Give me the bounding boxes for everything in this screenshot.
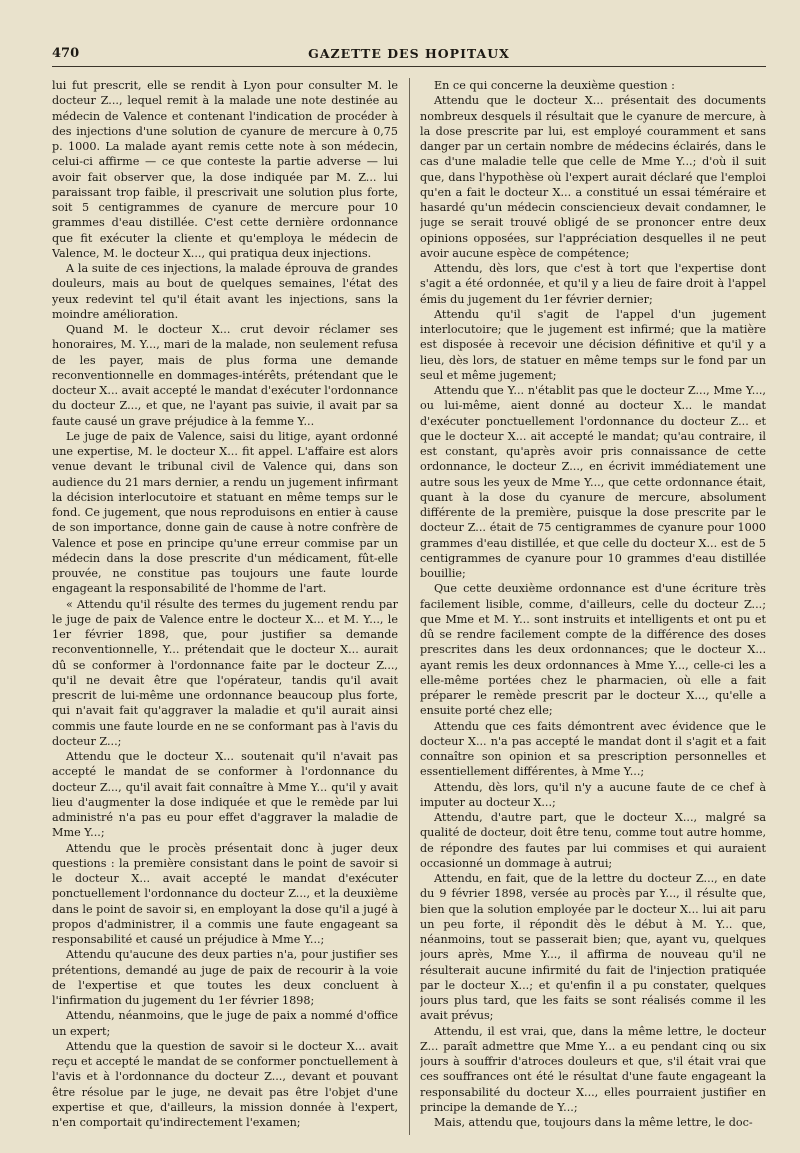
- paragraph: En ce qui concerne la deuxième question :: [434, 79, 675, 92]
- right-column: [420, 78, 766, 1135]
- paragraph: Attendu que ces faits démontrent avec évidence que le docteur X... n'a pas accepté le mandat dont il s'agit et a fait connaître son opinion et sa prescription personnelles et essentiellement différentes, à Mme Y...;: [420, 719, 766, 779]
- paragraph: Attendu qu'il s'agit de l'appel d'un jugement interlocutoire; que le jugement est infirmé; que la matière est disposée à recevoir une décision définitive et qu'il y a lieu, dès lors, de statuer en même temps sur le fond par un seul et même jugement;: [420, 307, 766, 382]
- paragraph: A la suite de ces injections, la malade éprouva de grandes douleurs, mais au bout de quelques semaines, l'état des yeux redevint tel qu'il était avant les injections, sans la moindre amélioration.: [52, 262, 398, 321]
- paragraph: Que cette deuxième ordonnance est d'une écriture très facilement lisible, comme, d'ailleurs, celle du docteur Z...; que Mme et M. Y... sont instruits et intelligents et ont pu et dû se rendre facilement compte de la différence des doses prescrites dans les deux ordonnances; que le docteur X... ayant remis les deux ordonnances à Mme Y..., celle-ci les a elle-même portées chez le pharmacien, où elle a fait préparer le remède prescrit par le docteur X..., qu'elle a ensuite porté chez elle;: [420, 582, 766, 718]
- paragraph: Attendu que la question de savoir si le docteur X... avait reçu et accepté le mandat de se conformer ponctuellement à l'avis et à l'ordonnance du docteur Z..., devant et pouvant être résolue par le juge, ne devait pas être l'objet d'une expertise et que, d'ailleurs, la mission donnée à l'expert, n'en comportait qu'indirectement l'examen;: [52, 1039, 398, 1129]
- paragraph: Attendu que Y... n'établit pas que le docteur Z..., Mme Y..., ou lui-même, aient donné au docteur X... le mandat d'exécuter ponctuellement l'ordonnance du docteur Z... et que le docteur X... ait accepté le mandat; qu'au contraire, il est constant, qu'après avoir pris connaissance de cette ordonnance, le docteur Z..., en écrivit immédiatement une autre sous les yeux de Mme Y..., que cette ordonnance était, quant à la dose du cyanure de mercure, absolument différente de la première, puisque la dose prescrite par le docteur Z... était de 75 centigrammes de cyanure pour 1000 grammes d'eau distillée, et que celle du docteur X... est de 5 centigrammes de cyanure pour 10 grammes d'eau distillée bouillie;: [420, 384, 766, 580]
- text-columns: [52, 78, 766, 1135]
- running-title: GAZETTE DES HOPITAUX: [308, 45, 510, 61]
- paragraph: Mais, attendu que, toujours dans la même lettre, le doc-: [434, 1116, 753, 1129]
- paragraph: lui fut prescrit, elle se rendit à Lyon pour consulter M. le docteur Z..., lequel remit à la malade une note destinée au médecin de Valence et contenant l'indication de procéder à des injections d'une solution de cyanure de mercure à 0,75 p. 1000. La malade ayant remis cette note à son médecin, celui-ci affirme — ce que conteste la partie adverse — lui avoir fait observer que, la dose indiquée par M. Z... lui paraissant trop faible, il prescrivait une solution plus forte, soit 5 centigrammes de cyanure de mercure pour 10 grammes d'eau distillée. C'est cette dernière ordonnance que fit exécuter la cliente et qu'employa le médecin de Valence, M. le docteur X..., qui pratiqua deux injections.: [52, 79, 398, 260]
- paragraph: Quand M. le docteur X... crut devoir réclamer ses honoraires, M. Y..., mari de la malade, non seulement refusa de les payer, mais de plus forma une demande reconventionnelle en dommages-intérêts, prétendant que le docteur X... avait accepté le mandat d'exécuter l'ordonnance du docteur Z..., et que, ne l'ayant pas suivie, il avait par sa faute causé un grave préjudice à la femme Y...: [52, 323, 398, 428]
- paragraph: Attendu, dès lors, que c'est à tort que l'expertise dont s'agit a été ordonnée, et qu'il y a lieu de faire droit à l'appel émis du jugement du 1er février dernier;: [420, 262, 766, 306]
- left-column: [52, 78, 398, 1135]
- paragraph: Attendu que le procès présentait donc à juger deux questions : la première consistant dans le point de savoir si le docteur X... avait accepté le mandat d'exécuter ponctuellement l'ordonnance du docteur Z..., et la deuxième dans le point de savoir si, en employant la dose qu'il a jugé à propos d'administrer, il a commis une faute engageant sa responsabilité et causé un préjudice à Mme Y...;: [52, 841, 398, 946]
- paragraph: Attendu que le docteur X... présentait des documents nombreux desquels il résultait que le cyanure de mercure, à la dose prescrite par lui, est employé couramment et sans danger par un certain nombre de médecins éclairés, dans le cas d'une maladie telle que celle de Mme Y...; d'où il suit que, dans l'hypothèse où l'expert aurait déclaré que l'emploi qu'en a fait le docteur X... a constitué un essai téméraire et hasardé qu'un médecin consciencieux devait condamner, le juge se serait trouvé obligé de se prononcer entre deux opinions opposées, sur l'appréciation desquelles il ne peut avoir aucune espèce de compétence;: [420, 94, 766, 260]
- paragraph: Attendu, d'autre part, que le docteur X..., malgré sa qualité de docteur, doit être tenu, comme tout autre homme, de répondre des fautes par lui commises et qui auraient occasionné un dommage à autrui;: [420, 811, 766, 870]
- paragraph: « Attendu qu'il résulte des termes du jugement rendu par le juge de paix de Valence entre le docteur X... et M. Y..., le 1er février 1898, que, pour justifier sa demande reconventionnelle, Y... prétendait que le docteur X... aurait dû se conformer à l'ordonnance faite par le docteur Z..., qu'il ne devait être que l'opérateur, tandis qu'il avait prescrit de lui-même une ordonnance beaucoup plus forte, qui n'avait fait qu'aggraver la maladie et qu'il aurait ainsi commis une faute lourde en ne se conformant pas à l'avis du docteur Z...;: [52, 597, 398, 748]
- paragraph: Attendu qu'aucune des deux parties n'a, pour justifier ses prétentions, demandé au juge de paix de recourir à la voie de l'expertise et que toutes les deux concluent à l'infirmation du jugement du 1er février 1898;: [52, 948, 398, 1007]
- page-number: 470: [52, 45, 80, 61]
- page-header: [52, 40, 766, 67]
- paragraph: Attendu, il est vrai, que, dans la même lettre, le docteur Z... paraît admettre que Mme Y... a eu pendant cinq ou six jours à souffrir d'atroces douleurs et que, s'il était vrai que ces souffrances ont été le résultat d'une faute engageant la responsabilité du docteur X..., elles pourraient justifier en principe la demande de Y...;: [420, 1024, 766, 1114]
- paragraph: Attendu, dès lors, qu'il n'y a aucune faute de ce chef à imputer au docteur X...;: [420, 780, 766, 809]
- paragraph: Attendu que le docteur X... soutenait qu'il n'avait pas accepté le mandat de se conformer à l'ordonnance du docteur Z..., qu'il avait fait connaître à Mme Y... qu'il y avait lieu d'augmenter la dose indiquée et que le remède par lui administré n'a pas eu pour effet d'aggraver la maladie de Mme Y...;: [52, 750, 398, 840]
- column-divider: [409, 78, 410, 1135]
- paragraph: Attendu, en fait, que de la lettre du docteur Z..., en date du 9 février 1898, versée au procès par Y..., il résulte que, bien que la solution employée par le docteur X... lui ait paru un peu forte, il répondit dès le début à M. Y... que, néanmoins, tout se passerait bien; que, ayant vu, quelques jours après, Mme Y..., il affirma de nouveau qu'il ne résulterait aucune infirmité du fait de l'injection pratiquée par le docteur X...; et qu'enfin il a pu constater, quelques jours plus tard, que les faits se sont réalisés comme il les avait prévus;: [420, 872, 766, 1023]
- paragraph: Attendu, néanmoins, que le juge de paix a nommé d'office un expert;: [52, 1009, 398, 1038]
- paragraph: Le juge de paix de Valence, saisi du litige, ayant ordonné une expertise, M. le docteur X... fit appel. L'affaire est alors venue devant le tribunal civil de Valence qui, dans son audience du 21 mars dernier, a rendu un jugement infirmant la décision interlocutoire et statuant en même temps sur le fond. Ce jugement, que nous reproduisons en entier à cause de son importance, donne gain de cause à notre confrère de Valence et pose en principe qu'une erreur commise par un médecin dans la dose prescrite d'un médicament, fût-elle prouvée, ne constitue pas toujours une faute lourde engageant la responsabilité de l'homme de l'art.: [52, 429, 398, 596]
